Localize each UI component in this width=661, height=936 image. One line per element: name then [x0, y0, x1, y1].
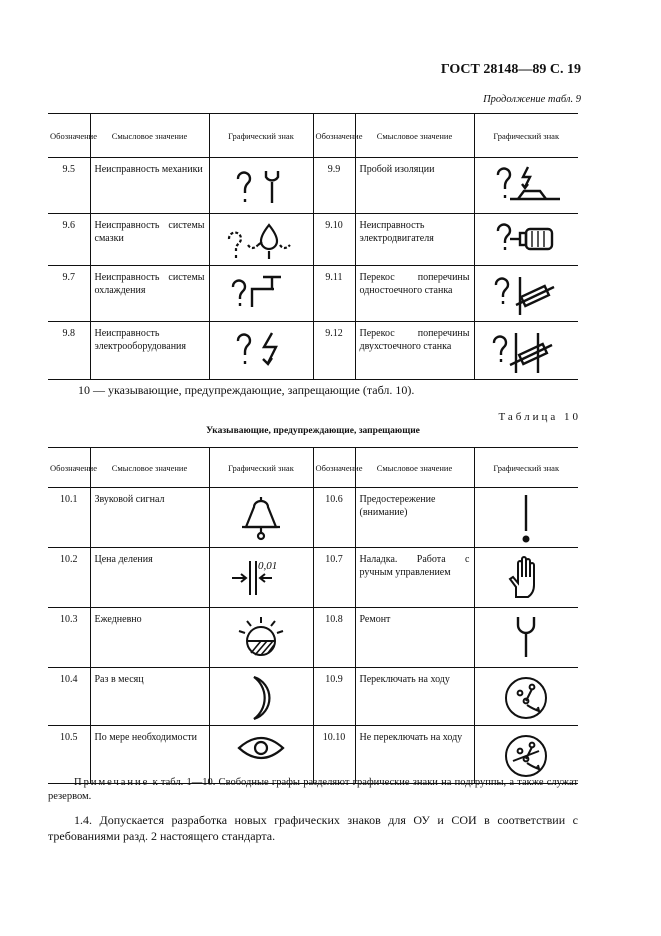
sign-meaning: Ремонт	[355, 608, 474, 668]
section-10-intro: 10 — указывающие, предупреждающие, запрещающие (табл. 10).	[78, 383, 415, 397]
sign-meaning: Цена деления	[90, 548, 209, 608]
column-header-num: Обозначение	[48, 448, 90, 488]
sign-number: 9.7	[48, 266, 90, 322]
sign-number: 9.5	[48, 158, 90, 214]
sign-number: 9.11	[313, 266, 355, 322]
note-text: к табл. 1—10. Свободные графы разделяют графические знаки на подгруппы, а также служат резервом.	[48, 777, 578, 802]
crescent-moon-icon	[209, 668, 313, 726]
table-10-title: Указывающие, предупреждающие, запрещающие	[206, 426, 420, 436]
sign-meaning: Неисправность системы смазки	[90, 214, 209, 266]
sign-number: 9.10	[313, 214, 355, 266]
column-header-meaning: Смысловое значение	[90, 448, 209, 488]
column-header-sign: Графический знак	[474, 448, 578, 488]
table-9	[48, 113, 578, 380]
sign-meaning: Пробой изоляции	[355, 158, 474, 214]
table-row	[48, 266, 578, 322]
table-note	[48, 776, 578, 804]
column-header-num: Обозначение	[313, 114, 355, 158]
column-header-meaning: Смысловое значение	[355, 114, 474, 158]
column-header-sign: Графический знак	[474, 114, 578, 158]
sign-meaning: Неисправность системы охлаждения	[90, 266, 209, 322]
table-row	[48, 158, 578, 214]
hand-icon	[474, 548, 578, 608]
sign-meaning: Перекос поперечины одностоечного станка	[355, 266, 474, 322]
column-header-num: Обозначение	[48, 114, 90, 158]
bell-icon	[209, 488, 313, 548]
table-header-row	[48, 448, 578, 488]
table-row	[48, 322, 578, 380]
table-row	[48, 548, 578, 608]
table-row	[48, 726, 578, 784]
sign-meaning: Неисправность электродвигателя	[355, 214, 474, 266]
sign-number: 9.6	[48, 214, 90, 266]
question-cooling-icon	[209, 266, 313, 322]
sign-number: 9.9	[313, 158, 355, 214]
note-label: Примечание	[74, 777, 150, 788]
sign-number: 10.10	[313, 726, 355, 784]
column-header-sign: Графический знак	[209, 448, 313, 488]
sign-number: 9.8	[48, 322, 90, 380]
sign-number: 10.9	[313, 668, 355, 726]
page-header: ГОСТ 28148—89 С. 19	[440, 62, 581, 77]
question-insulation-breakdown-icon	[474, 158, 578, 214]
sign-meaning: Неисправность механики	[90, 158, 209, 214]
sign-meaning: Раз в месяц	[90, 668, 209, 726]
sign-meaning: Звуковой сигнал	[90, 488, 209, 548]
sign-number: 10.1	[48, 488, 90, 548]
sign-meaning: По мере необходимости	[90, 726, 209, 784]
table-header-row	[48, 114, 578, 158]
sign-meaning: Перекос поперечины двухстоечного станка	[355, 322, 474, 380]
table-continuation-label: Продолжение табл. 9	[483, 94, 581, 105]
sign-number: 10.2	[48, 548, 90, 608]
column-header-meaning: Смысловое значение	[90, 114, 209, 158]
column-header-meaning: Смысловое значение	[355, 448, 474, 488]
question-double-column-skew-icon	[474, 322, 578, 380]
table-row	[48, 608, 578, 668]
question-wrench-icon	[209, 158, 313, 214]
column-header-num: Обозначение	[313, 448, 355, 488]
division-value-icon	[209, 548, 313, 608]
sign-meaning: Предостережение (внимание)	[355, 488, 474, 548]
table-10	[48, 447, 578, 784]
question-lightning-icon	[209, 322, 313, 380]
table-row	[48, 668, 578, 726]
sun-daily-icon	[209, 608, 313, 668]
sign-meaning: Неисправность электрооборудования	[90, 322, 209, 380]
column-header-sign: Графический знак	[209, 114, 313, 158]
table-row	[48, 214, 578, 266]
sign-number: 10.8	[313, 608, 355, 668]
question-lubrication-icon	[209, 214, 313, 266]
table-10-label: Таблица 10	[498, 411, 581, 423]
attention-mark-icon	[474, 488, 578, 548]
sign-meaning: Ежедневно	[90, 608, 209, 668]
sign-number: 10.7	[313, 548, 355, 608]
question-motor-icon	[474, 214, 578, 266]
switch-on-move-icon	[474, 668, 578, 726]
sign-number: 10.5	[48, 726, 90, 784]
sign-number: 10.4	[48, 668, 90, 726]
question-single-column-skew-icon	[474, 266, 578, 322]
sign-number: 10.6	[313, 488, 355, 548]
wrench-icon	[474, 608, 578, 668]
sign-meaning: Не переключать на ходу	[355, 726, 474, 784]
sign-meaning: Переключать на ходу	[355, 668, 474, 726]
table-row	[48, 488, 578, 548]
sign-number: 9.12	[313, 322, 355, 380]
division-value-label: 0,01	[258, 560, 278, 572]
no-switch-on-move-icon	[474, 726, 578, 784]
sign-number: 10.3	[48, 608, 90, 668]
paragraph-1-4: 1.4. Допускается разработка новых графических знаков для ОУ и СОИ в соответствии с требованиями разд. 2 настоящего стандарта.	[48, 813, 578, 843]
sign-meaning: Наладка. Работа с ручным управлением	[355, 548, 474, 608]
eye-icon	[209, 726, 313, 784]
